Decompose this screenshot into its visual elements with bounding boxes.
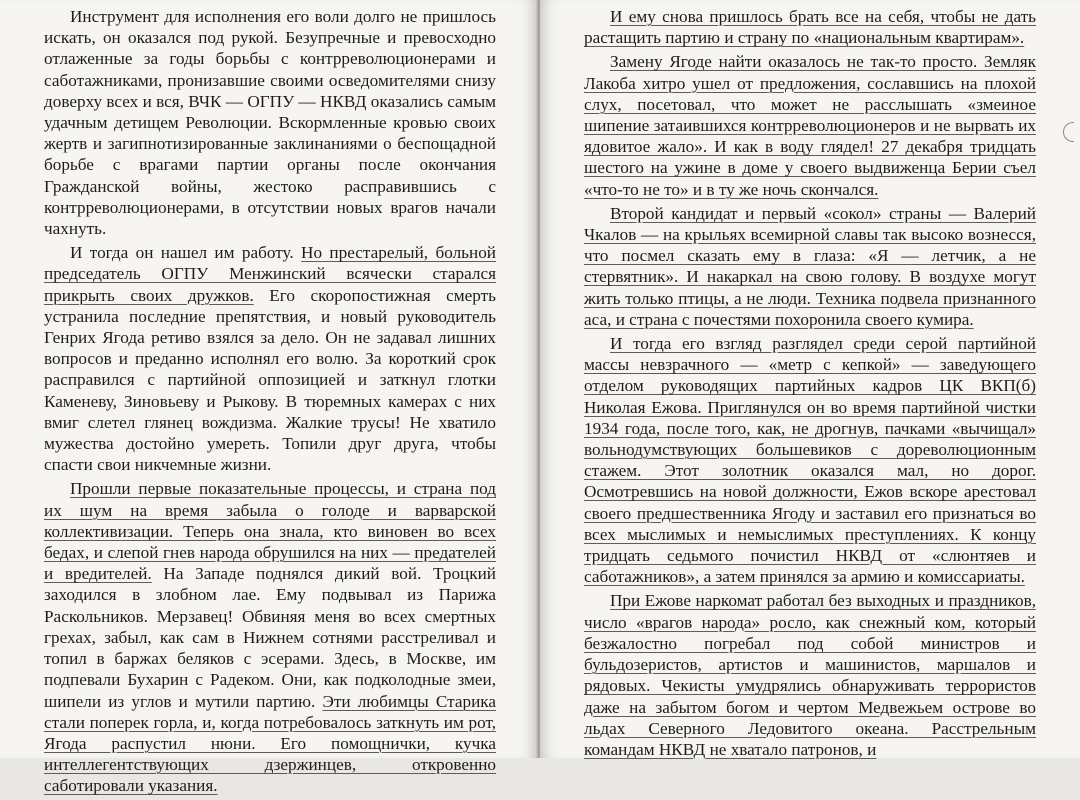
text-run: Инструмент для исполнения его воли долго не пришлось искать, он оказался под рукой. Безупречные и превосходно отлаженные за годы борьбы с контрреволюционерами и саботажниками, пронизавшие своими осведомителями снизу доверху всех и вся, ВЧК — ОГПУ — НКВД оказались самым удачным детищем Революции. Вскормленные кровью своих жертв и загипнотизированные заклинаниями о беспощадной борьбе с врагами партии органы после окончания Гражданской войны, жестоко расправившись с контрреволюционерами, в отсутствии новых врагов начали чахнуть. [44,7,496,239]
underlined-text: Второй кандидат и первый «сокол» страны — Валерий Чкалов — на крыльях всемирной славы так высоко вознесся, что посмел сказать ему в глаза: «Я — летчик, а не стервятник». И накаркал на свою голову. В воздухе могут жить только птицы, а не люди. Техника подвела признанного аса, и страна с почестями похоронила своего кумира. [584,203,1036,329]
paragraph [584,203,1036,330]
underlined-text: Замену Ягоде найти оказалось не так-то просто. Земляк Лакоба хитро ушел от предложения, сославшись на плохой слух, посетовал, что может не расслышать «змеиное шипение затаившихся контрреволюционеров и не вырвать их ядовитое жало». И как в воду глядел! 27 декабря тридцать шестого на ужине в доме у своего выдвиженца Берии съел «что-то не то» и в ту же ночь скончался. [584,52,1036,199]
underlined-text: Эти любимцы Старика стали поперек горла, и, когда потребовалось заткнуть им рот, Ягода распустил нюни. Его помощнички, кучка интеллегентствующих дзержинцев, откровенно саботировали указания. [44,691,496,796]
underlined-text: Но престарелый, больной председатель ОГПУ Менжинский всячески старался прикрыть своих дружков. [44,243,496,305]
pencil-margin-mark [1063,122,1074,142]
left-page [0,0,538,796]
paragraph [584,6,1036,48]
text-run: Его скоропостижная смерть устранила последние препятствия, и новый руководитель Генрих Ягода ретиво взялся за дело. Он не задавал лишних вопросов и преданно исполнял его волю. За короткий срок расправился с партийной оппозицией и заткнул глотки Каменеву, Зиновьеву и Рыкову. В тюремных камерах с них вмиг слетел глянец вождизма. Жалкие трусы! Не хватило мужества достойно умереть. Топили друг друга, чтобы спасти свои никчемные жизни. [44,285,496,475]
paragraph [44,478,496,796]
right-page-text [584,6,1036,763]
text-run: На Западе поднялся дикий вой. Троцкий заходился в злобном лае. Ему подвывал из Парижа Раскольников. Мерзавец! Обвиняя меня во всех смертных грехах, забыл, как сам в Нижнем сотнями расстреливал и топил в баржах беляков с эсерами. Здесь, в Москве, им подпевали Бухарин с Радеком. Они, как подколодные змеи, шипели из углов и мутили партию. [44,564,497,711]
paragraph [584,590,1036,760]
text-run: И тогда он нашел им работу. [70,243,302,263]
underlined-text: И тогда его взгляд разглядел среди серой партийной массы невзрачного — «метр с кепкой» — заведующего отделом руководящих партийных кадров ЦК ВКП(б) Николая Ежова. Приглянулся он во время партийной чистки 1934 года, после того, как, не дрогнув, пачками «вычищал» вольнодумствующих большевиков с дореволюционным стажем. Этот золотник оказался мал, но дорог. Осмотревшись на новой должности, Ежов вскоре арестовал своего предшественника Ягоду и заставил его признаться во всех мыслимых и немыслимых преступлениях. К концу тридцать седьмого почистил НКВД от «слюнтяев и саботажников», а затем принялся за армию и комиссариаты. [584,334,1036,587]
paragraph [44,242,496,475]
paragraph [44,6,496,239]
underlined-text: Прошли первые показательные процессы, и страна под их шум на время забыла о голоде и варварской коллективизации. Теперь она знала, кто виновен во всех бедах, и слепой гнев народа обрушился на них — предателей и вредителей. [44,479,496,584]
paragraph [584,51,1036,199]
underlined-text: И ему снова пришлось брать все на себя, чтобы не дать растащить партию и страну по «национальным квартирам». [584,7,1036,48]
paragraph [584,333,1036,587]
underlined-text: При Ежове наркомат работал без выходных и праздников, число «врагов народа» росло, как снежный ком, который безжалостно погребал под собой министров и бульдозеристов, артистов и машинистов, маршалов и рядовых. Чекисты умудрялись обнаруживать террористов даже на забытом богом и чертом Медвежьем острове во льдах Северного Ледовитого океана. Расстрельным командам НКВД не хватало патронов, и [584,591,1036,759]
left-page-text [44,6,496,800]
right-page [540,0,1080,758]
